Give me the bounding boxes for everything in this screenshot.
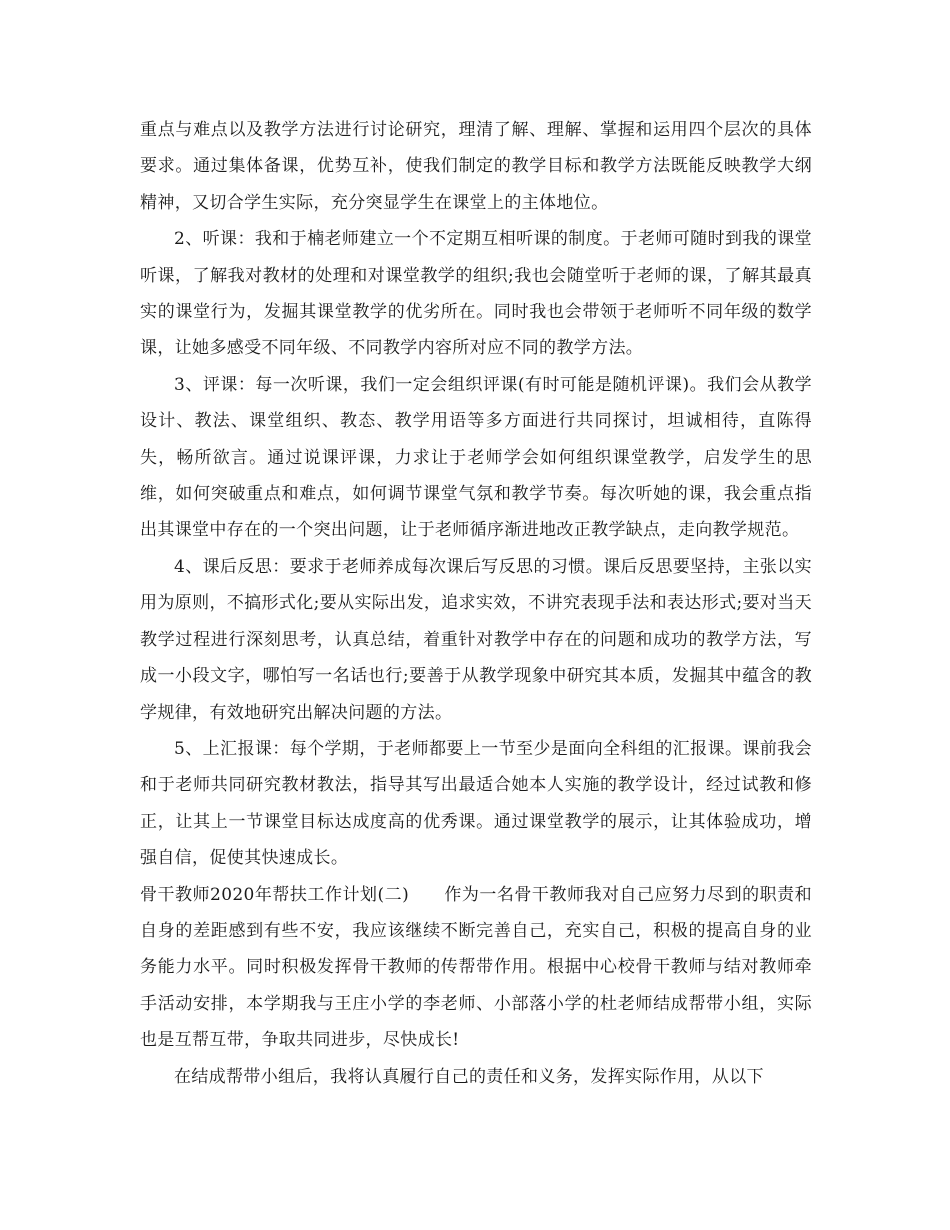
paragraph-item-3-evaluation: 3、评课：每一次听课，我们一定会组织评课(有时可能是随机评课)。我们会从教学设计、教法、课堂组织、教态、教学用语等多方面进行共同探讨，坦诚相待，直陈得失，畅所欲言。通过说课评课，力求让于老师学会如何组织课堂教学，启发学生的思维，如何突破重点和难点，如何调节课堂气氛和教学节奏。每次听她的课，我会重点指出其课堂中存在的一个突出问题，让于老师循序渐进地改正教学缺点，走向教学规范。: [140, 374, 812, 541]
paragraph-intro-continuation: 重点与难点以及教学方法进行讨论研究，理清了解、理解、掌握和运用四个层次的具体要求。通过集体备课，优势互补，使我们制定的教学目标和教学方法既能反映教学大纲精神，又切合学生实际，充分突显学生在课堂上的主体地位。: [140, 120, 812, 213]
paragraph-item-5-report-lesson: 5、上汇报课：每个学期，于老师都要上一节至少是面向全科组的汇报课。课前我会和于老师共同研究教材教法，指导其写出最适合她本人实施的教学设计，经过试教和修正，让其上一节课堂目标达成度高的优秀课。通过课堂教学的展示，让其体验成功，增强自信，促使其快速成长。: [140, 738, 812, 869]
document-body: [140, 112, 812, 1095]
paragraph-plan-two-heading: 骨干教师2020年帮扶工作计划(二) 作为一名骨干教师我对自己应努力尽到的职责和自身的差距感到有些不安，我应该继续不断完善自己，充实自己，积极的提高自身的业务能力水平。同时积极发挥骨干教师的传帮带作用。根据中心校骨干教师与结对教师牵手活动安排，本学期我与王庄小学的李老师、小部落小学的杜老师结成帮带小组，实际也是互帮互带，争取共同进步，尽快成长!: [140, 884, 812, 1051]
paragraph-item-2-listening: 2、听课：我和于楠老师建立一个不定期互相听课的制度。于老师可随时到我的课堂听课，了解我对教材的处理和对课堂教学的组织;我也会随堂听于老师的课，了解其最真实的课堂行为，发掘其课堂教学的优劣所在。同时我也会带领于老师听不同年级的数学课，让她多感受不同年级、不同教学内容所对应不同的教学方法。: [140, 229, 812, 359]
paragraph-item-4-reflection: 4、课后反思：要求于老师养成每次课后写反思的习惯。课后反思要坚持，主张以实用为原则，不搞形式化;要从实际出发，追求实效，不讲究表现手法和表达形式;要对当天教学过程进行深刻思考，认真总结，着重针对教学中存在的问题和成功的教学方法，写成一小段文字，哪怕写一名话也行;要善于从教学现象中研究其本质，发掘其中蕴含的教学规律，有效地研究出解决问题的方法。: [140, 556, 812, 723]
paragraph-plan-two-continuation: 在结成帮带小组后，我将认真履行自己的责任和义务，发挥实际作用，从以下: [174, 1066, 764, 1087]
